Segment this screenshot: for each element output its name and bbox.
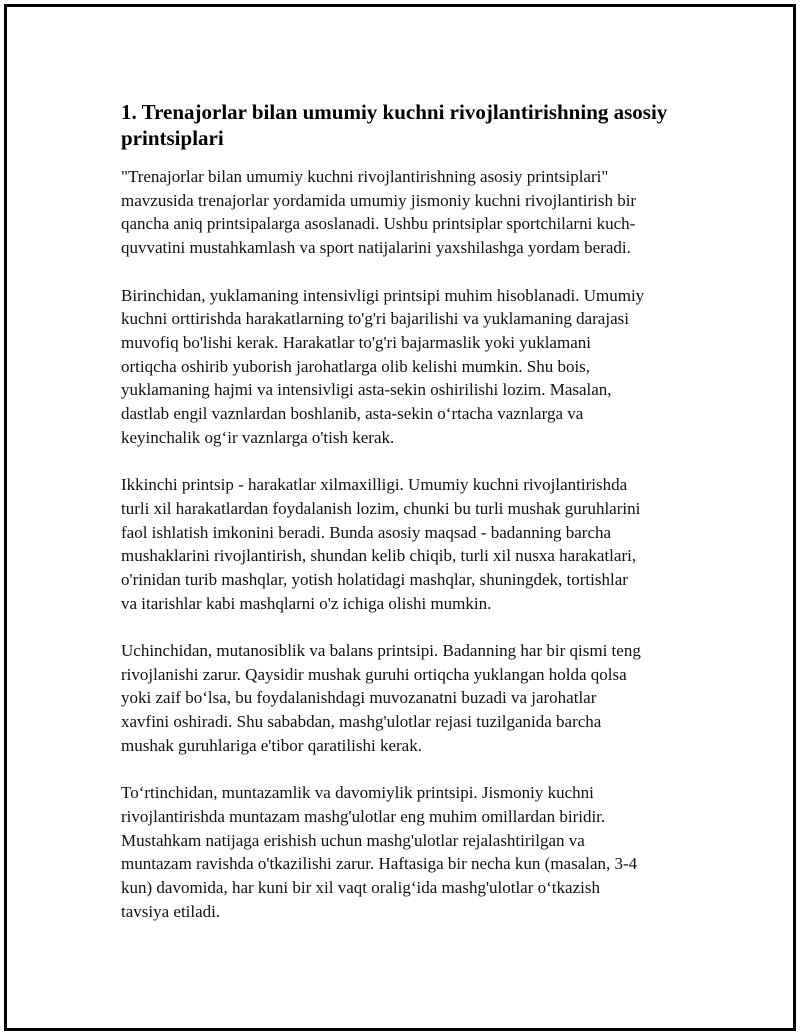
paragraph-second-principle: Ikkinchi printsip - harakatlar xilmaxilligi. Umumiy kuchni rivojlantirishda turli xil harakatlardan foydalanish lozim, chunki bu turli mushak guruhlarini faol ishlatish imkonini beradi. Bunda asosiy maqsad - badanning barcha mushaklarini rivojlantirish, shundan kelib chiqib, turli xil nusxa harakatlari, o'rinidan turib mashqlar, yotish holatidagi mashqlar, shuningdek, tortishlar va itarishlar kabi mashqlarni o'z ichiga olishi mumkin. [121,475,641,613]
document-heading: 1. Trenajorlar bilan umumiy kuchni rivojlantirishning asosiy printsiplari [121,100,668,150]
page-frame [4,4,796,1031]
paragraph-third-principle: Uchinchidan, mutanosiblik va balans printsipi. Badanning har bir qismi teng rivojlanishi zarur. Qaysidir mushak guruhi ortiqcha yuklangan holda qolsa yoki zaif bo‘lsa, bu foydalanishdagi muvozanatni buzadi va jarohatlar xavfini oshiradi. Shu sababdan, mashg'ulotlar rejasi tuzilganida barcha mushak guruhlariga e'tibor qaratilishi kerak. [121,641,641,755]
paragraph-fourth-principle: To‘rtinchidan, muntazamlik va davomiylik printsipi. Jismoniy kuchni rivojlantirishda muntazam mashg'ulotlar eng muhim omillardan biridir. Mustahkam natijaga erishish uchun mashg'ulotlar rejalashtirilgan va muntazam ravishda o'tkazilishi zarur. Haftasiga bir necha kun (masalan, 3-4 kun) davomida, har kuni bir xil vaqt oralig‘ida mashg'ulotlar o‘tkazish tavsiya etiladi. [121,783,638,921]
paragraph-intro: "Trenajorlar bilan umumiy kuchni rivojlantirishning asosiy printsiplari" mavzusida trenajorlar yordamida umumiy jismoniy kuchni rivojlantirish bir qancha aniq printsipalarga asoslanadi. Ushbu printsiplar sportchilarni kuch- quvvatini mustahkamlash va sport natijalarini yaxshilashga yordam beradi. [121,167,637,258]
paragraph-first-principle: Birinchidan, yuklamaning intensivligi printsipi muhim hisoblanadi. Umumiy kuchni orttirishda harakatlarning to'g'ri bajarilishi va yuklamaning darajasi muvofiq bo'lishi kerak. Harakatlar to'g'ri bajarmaslik yoki yuklamani ortiqcha oshirib yuborish jarohatlarga olib kelishi mumkin. Shu bois, yuklamaning hajmi va intensivligi asta-sekin oshirilishi lozim. Masalan, dastlab engil vaznlardan boshlanib, asta-sekin o‘rtacha vaznlarga va keyinchalik og‘ir vaznlarga o'tish kerak. [121,285,645,447]
document-body [121,99,693,947]
